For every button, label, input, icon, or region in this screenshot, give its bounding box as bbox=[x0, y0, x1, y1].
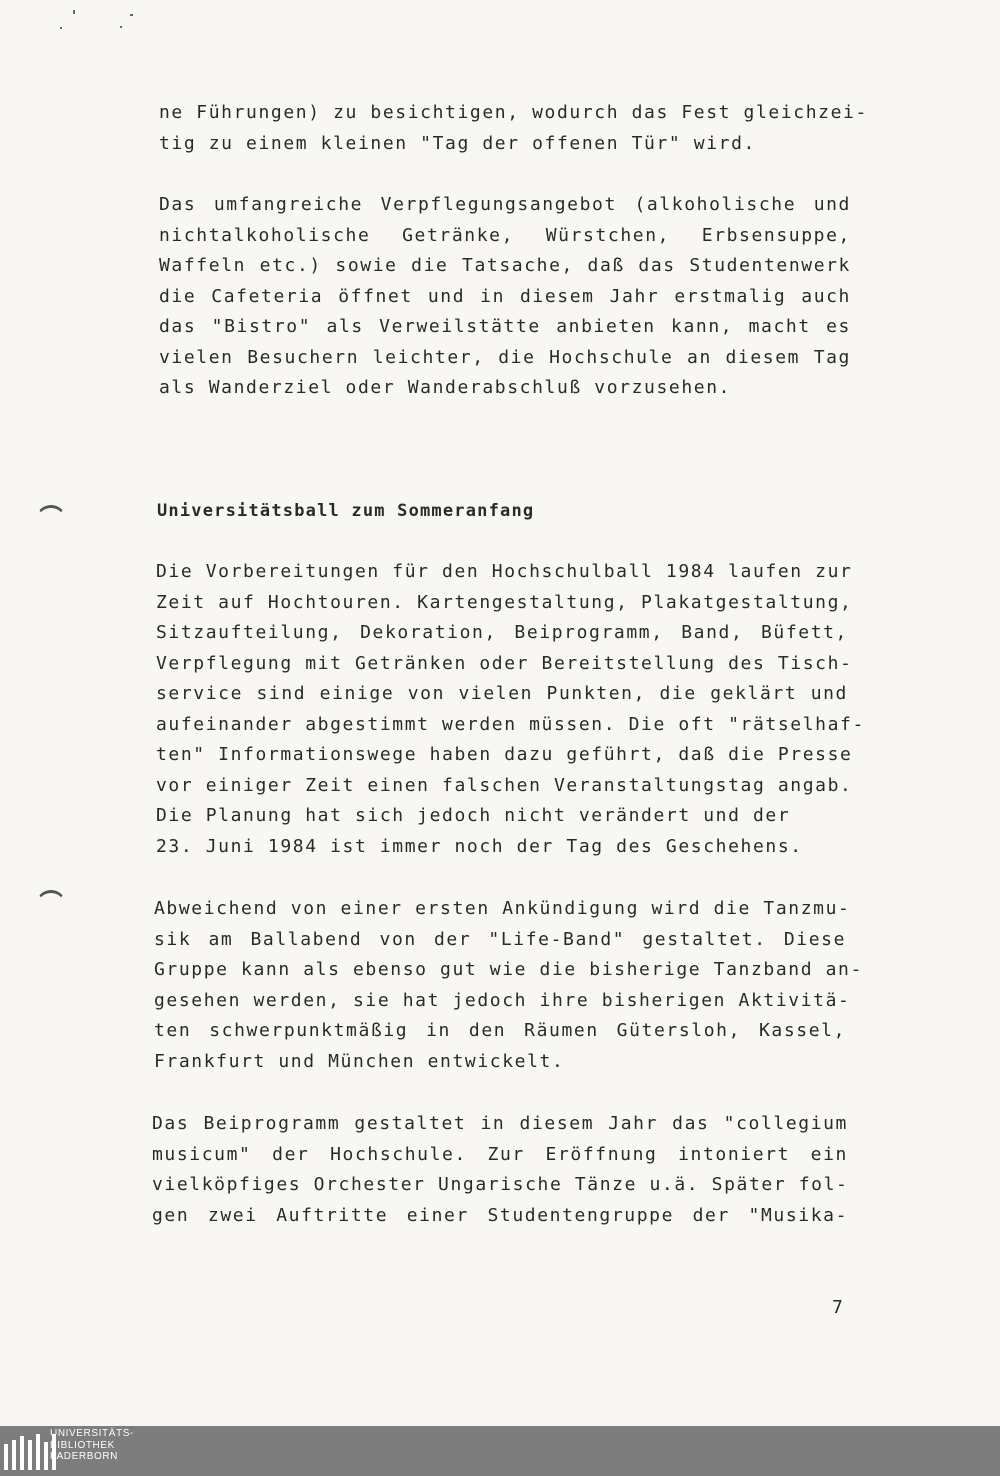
section-heading: Universitätsball zum Sommeranfang bbox=[157, 501, 535, 521]
text-line: Die Vorbereitungen für den Hochschulball 1984 laufen zur bbox=[156, 561, 853, 582]
punch-hole-mark-top bbox=[36, 505, 66, 534]
text-line: vielköpfiges Orchester Ungarische Tänze u.ä. Später fol- bbox=[152, 1174, 849, 1195]
text-line: die Cafeteria öffnet und in diesem Jahr erstmalig auch bbox=[159, 285, 851, 307]
text-line: Waffeln etc.) sowie die Tatsache, daß das Studentenwerk bbox=[159, 255, 851, 276]
library-logo-text bbox=[50, 1428, 134, 1463]
text-line: gen zwei Auftritte einer Studentengruppe der "Musika- bbox=[152, 1204, 848, 1226]
text-line: Abweichend von einer ersten Ankündigung wird die Tanzmu- bbox=[154, 898, 851, 919]
text-line: 23. Juni 1984 ist immer noch der Tag des Geschehens. bbox=[156, 835, 803, 857]
text-line: das "Bistro" als Verweilstätte anbieten kann, macht es bbox=[159, 316, 851, 337]
text-line: tig zu einem kleinen "Tag der offenen Tür" wird. bbox=[159, 132, 756, 154]
text-line: Frankfurt und München entwickelt. bbox=[154, 1050, 565, 1072]
scan-speck bbox=[130, 14, 133, 16]
text-line: Das Beiprogramm gestaltet in diesem Jahr das "collegium bbox=[152, 1113, 848, 1134]
text-line: ne Führungen) zu besichtigen, wodurch das Fest gleichzei- bbox=[159, 102, 868, 123]
text-line: Gruppe kann als ebenso gut wie die bisherige Tanzband an- bbox=[154, 959, 863, 980]
text-line: service sind einige von vielen Punkten, die geklärt und bbox=[156, 683, 848, 704]
text-line: musicum" der Hochschule. Zur Eröffnung intoniert ein bbox=[152, 1143, 848, 1165]
text-line: nichtalkoholische Getränke, Würstchen, Erbsensuppe, bbox=[159, 224, 851, 246]
library-bars-logo-icon bbox=[4, 1434, 56, 1470]
text-line: Zeit auf Hochtouren. Kartengestaltung, Plakatgestaltung, bbox=[156, 591, 853, 613]
scan-speck bbox=[73, 10, 75, 14]
text-line: aufeinander abgestimmt werden müssen. Die oft "rätselhaf- bbox=[156, 713, 865, 735]
paragraph-3 bbox=[156, 557, 865, 862]
paragraph-5 bbox=[152, 1109, 848, 1231]
text-line: vielen Besuchern leichter, die Hochschule an diesem Tag bbox=[159, 346, 851, 368]
punch-hole-mark-bottom bbox=[36, 890, 66, 919]
text-line: Sitzaufteilung, Dekoration, Beiprogramm, Band, Büfett, bbox=[156, 622, 848, 643]
text-line: Verpflegung mit Getränken oder Bereitstellung des Tisch- bbox=[156, 652, 853, 674]
page-number: 7 bbox=[832, 1297, 843, 1318]
text-line: ten" Informationswege haben dazu geführt, daß die Presse bbox=[156, 744, 853, 765]
paragraph-2 bbox=[159, 190, 851, 404]
text-line: sik am Ballabend von der "Life-Band" gestaltet. Diese bbox=[154, 928, 846, 950]
paragraph-1 bbox=[159, 98, 868, 159]
logo-line: BIBLIOTHEK bbox=[50, 1439, 115, 1451]
logo-line: UNIVERSITÄTS- bbox=[50, 1428, 134, 1439]
scan-speck bbox=[120, 26, 122, 28]
text-line: ten schwerpunktmäßig in den Räumen Gütersloh, Kassel, bbox=[154, 1020, 846, 1041]
logo-line: PADERBORN bbox=[50, 1451, 119, 1462]
text-line: Das umfangreiche Verpflegungsangebot (alkoholische und bbox=[159, 194, 851, 215]
text-line: vor einiger Zeit einen falschen Veranstaltungstag angab. bbox=[156, 774, 853, 796]
library-footer-bar bbox=[0, 1426, 1000, 1476]
text-line: als Wanderziel oder Wanderabschluß vorzusehen. bbox=[159, 377, 732, 398]
paragraph-4 bbox=[154, 894, 863, 1077]
scan-speck bbox=[60, 27, 62, 29]
text-line: Die Planung hat sich jedoch nicht verändert und der bbox=[156, 805, 791, 826]
text-line: gesehen werden, sie hat jedoch ihre bisherigen Aktivitä- bbox=[154, 989, 851, 1011]
